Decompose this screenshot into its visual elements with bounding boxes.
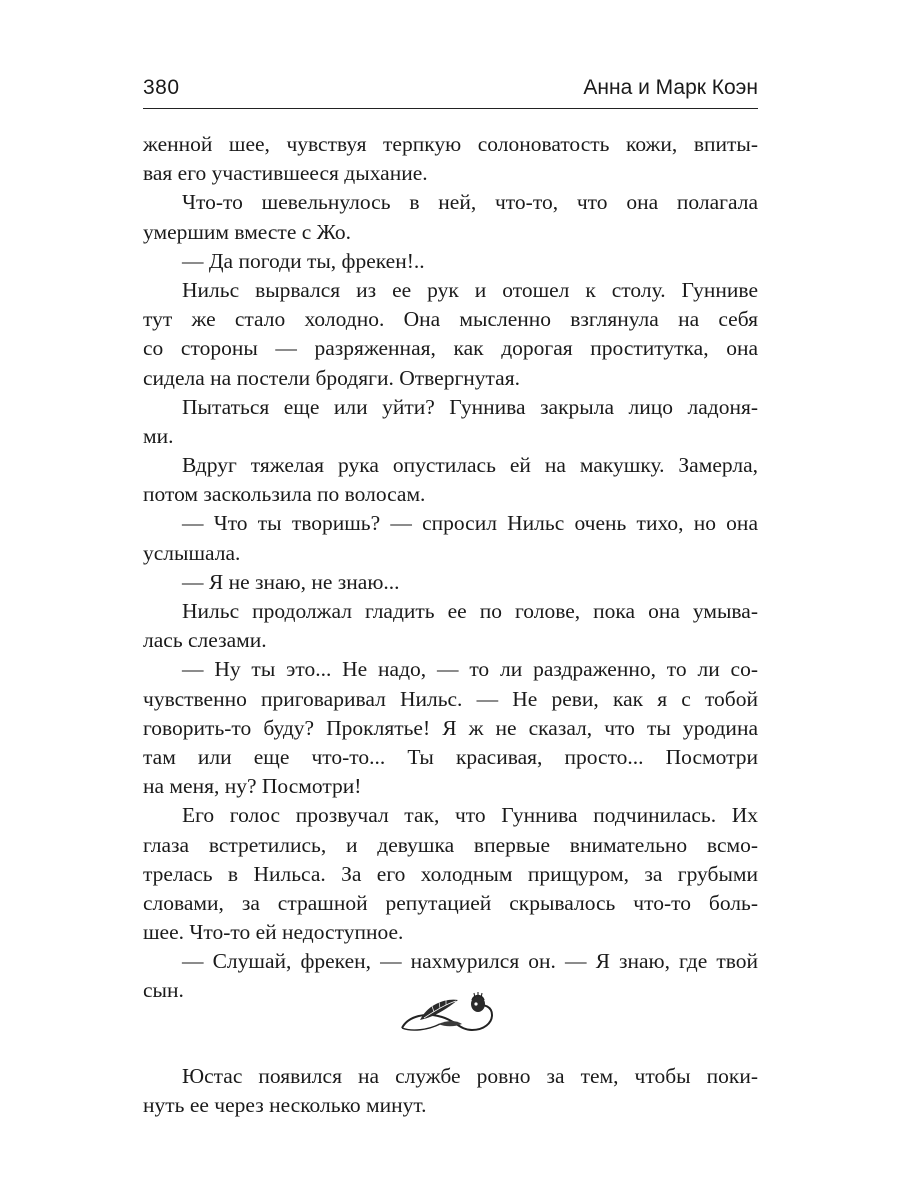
- text-line: женной шее, чувствуя терпкую солоноватость кожи, впиты-: [143, 132, 758, 156]
- body-text: [143, 130, 758, 1006]
- text-line: словами, за страшной репутацией скрывалось что-то боль-: [143, 890, 758, 915]
- text-line: говорить-то буду? Проклятье! Я ж не сказал, что ты уродина: [143, 715, 758, 740]
- text-line: Вдруг тяжелая рука опустилась ей на макушку. Замерла,: [182, 453, 758, 478]
- text-line: — Да погоди ты, фрекен!..: [182, 248, 425, 273]
- floral-ornament-icon: [398, 990, 502, 1036]
- body-text-section-2: [143, 1062, 758, 1120]
- running-title: Анна и Марк Коэн: [583, 76, 758, 99]
- text-line: Пытаться еще или уйти? Гуннива закрыла лицо ладоня-: [182, 394, 758, 419]
- text-line: сидела на постели бродяги. Отвергнутая.: [143, 365, 520, 390]
- text-line: — Ну ты это... Не надо, — то ли раздраженно, то ли со-: [182, 657, 758, 682]
- text-line: тут же стало холодно. Она мысленно взглянула на себя: [143, 307, 758, 332]
- text-line: Нильс вырвался из ее рук и отошел к столу. Гунниве: [182, 277, 758, 302]
- text-line: Его голос прозвучал так, что Гуннива подчинилась. Их: [182, 803, 758, 828]
- text-line: лась слезами.: [143, 628, 267, 653]
- text-line: чувственно приговаривал Нильс. — Не реви, как я с тобой: [143, 686, 758, 711]
- text-line: на меня, ну? Посмотри!: [143, 774, 362, 799]
- text-line: шее. Что-то ей недоступное.: [143, 920, 404, 945]
- text-line: услышала.: [143, 540, 241, 565]
- text-line: глаза встретились, и девушка впервые внимательно всмо-: [143, 832, 758, 857]
- text-line: вая его участившееся дыхание.: [143, 161, 428, 186]
- text-line: — Что ты творишь? — спросил Нильс очень тихо, но она: [182, 511, 758, 536]
- page-number: 380: [143, 76, 180, 99]
- text-line: умершим вместе с Жо.: [143, 219, 351, 244]
- text-line: трелась в Нильса. За его холодным прищуром, за грубыми: [143, 861, 758, 886]
- text-line: там или еще что-то... Ты красивая, просто... Посмотри: [143, 744, 758, 769]
- text-line: потом заскользила по волосам.: [143, 482, 426, 507]
- text-line: со стороны — разряженная, как дорогая проститутка, она: [143, 336, 758, 361]
- text-line: Юстас появился на службе ровно за тем, чтобы поки-: [182, 1064, 758, 1088]
- text-line: — Я не знаю, не знаю...: [182, 569, 400, 594]
- page-header: [143, 72, 758, 109]
- text-line: Что-то шевельнулось в ней, что-то, что она полагала: [182, 190, 758, 215]
- text-line: нуть ее через несколько минут.: [143, 1093, 427, 1118]
- text-line: Нильс продолжал гладить ее по голове, пока она умыва-: [182, 599, 758, 623]
- text-line: — Слушай, фрекен, — нахмурился он. — Я знаю, где твой: [182, 949, 758, 974]
- text-line: ми.: [143, 423, 174, 448]
- text-line: сын.: [143, 978, 184, 1003]
